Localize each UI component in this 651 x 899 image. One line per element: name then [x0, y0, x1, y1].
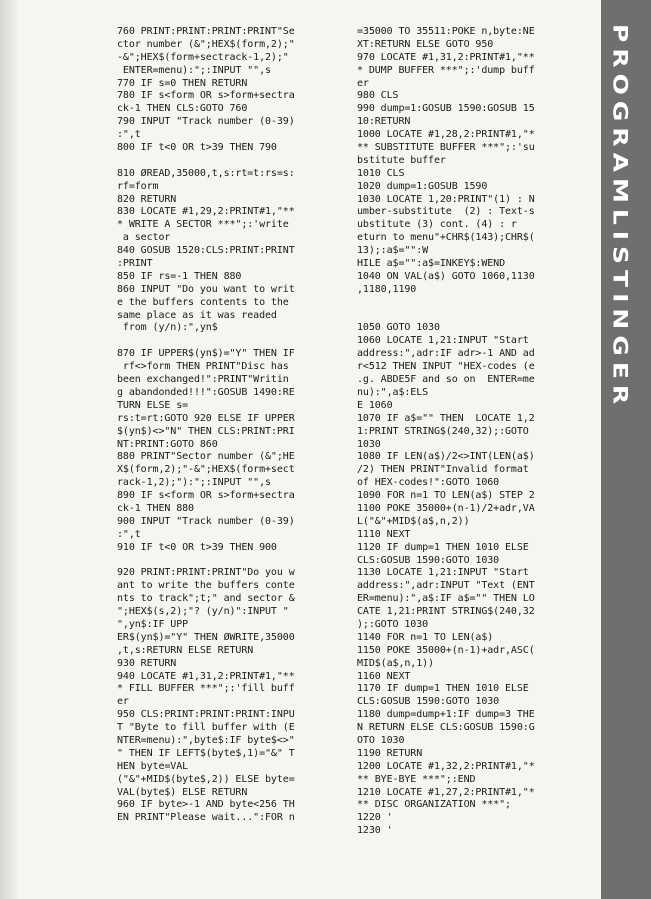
code-line: HILE a$="":a$=INKEY$:WEND	[357, 258, 506, 270]
code-line: ctor number (&";HEX$(form,2);"	[117, 38, 295, 50]
code-line: $(yn$)<>"N" THEN CLS:PRINT:PRI	[117, 425, 295, 437]
code-line: E 1060	[357, 399, 393, 411]
code-line: NT:PRINT:GOTO 860	[117, 438, 218, 450]
code-line	[117, 155, 354, 168]
code-line: ant to write the buffers conte	[117, 580, 295, 592]
code-line	[357, 297, 592, 310]
code-line: e the buffers contents to the	[117, 296, 289, 308]
code-line: VAL(byte$) ELSE RETURN	[117, 786, 248, 798]
code-line: * WRITE A SECTOR ***";:'write	[117, 219, 289, 231]
code-line: CLS:GOSUB 1590:GOTO 1030	[357, 696, 500, 708]
code-line: 1170 IF dump=1 THEN 1010 ELSE	[357, 683, 529, 695]
code-line: * DUMP BUFFER ***";:'dump buff	[357, 64, 535, 76]
code-line: er	[357, 77, 369, 89]
code-line: 1160 NEXT	[357, 670, 411, 682]
code-line: ",yn$:IF UPP	[117, 618, 189, 630]
code-line: been exchanged!":PRINT"Writin	[117, 374, 289, 386]
code-line: ck-1 THEN 880	[117, 502, 194, 514]
code-line: ER$(yn$)="Y" THEN ØWRITE,35000	[117, 631, 295, 643]
code-line: ** DISC ORGANIZATION ***";	[357, 799, 511, 811]
code-line: 990 dump=1:GOSUB 1590:GOSUB 15	[357, 103, 535, 115]
code-line: umber-substitute (2) : Text-s	[357, 206, 535, 218]
code-line: 1010 CLS	[357, 167, 405, 179]
code-line: :",t	[117, 129, 141, 141]
code-line: from (y/n):",yn$	[117, 322, 218, 334]
code-line: 920 PRINT:PRINT:PRINT"Do you w	[117, 567, 295, 579]
code-line: CLS:GOSUB 1590:GOTO 1030	[357, 554, 500, 566]
code-line: ,1180,1190	[357, 283, 417, 295]
code-line: same place as it was readed	[117, 309, 277, 321]
code-line: a sector	[117, 232, 171, 244]
code-line: ,t,s:RETURN ELSE RETURN	[117, 644, 254, 656]
code-column-right	[357, 26, 592, 838]
code-line: " THEN IF LEFT$(byte$,1)="&" T	[117, 747, 295, 759]
code-line: 830 LOCATE #1,29,2:PRINT#1,"**	[117, 206, 295, 218]
code-line: ENTER=menu):";:INPUT "",s	[117, 64, 271, 76]
code-column-left	[117, 26, 354, 825]
code-line: address:",adr:IF adr>-1 AND ad	[357, 348, 535, 360]
code-line: /2) THEN PRINT"Invalid format	[357, 464, 529, 476]
code-line: * FILL BUFFER ***";:'fill buff	[117, 683, 295, 695]
code-line: g abandonded!!!":GOSUB 1490:RE	[117, 386, 295, 398]
code-line: nu):",a$:ELS	[357, 386, 429, 398]
code-line: 930 RETURN	[117, 657, 177, 669]
code-line: 820 RETURN	[117, 193, 177, 205]
code-line: :",t	[117, 528, 141, 540]
code-line: 950 CLS:PRINT:PRINT:PRINT:INPU	[117, 709, 295, 721]
code-line: ** BYE-BYE ***";:END	[357, 773, 476, 785]
code-line: 1180 dump=dump+1:IF dump=3 THE	[357, 709, 535, 721]
code-line: 900 INPUT "Track number (0-39)	[117, 515, 295, 527]
code-line: ER=menu):",a$:IF a$="" THEN LO	[357, 593, 535, 605]
code-line: rs:t=rt:GOTO 920 ELSE IF UPPER	[117, 412, 295, 424]
code-line: T "Byte to fill buffer with (E	[117, 722, 295, 734]
code-line: rack-1,2);"):";:INPUT "",s	[117, 477, 271, 489]
sidebar-title: PROGRAMLISTINGER	[609, 24, 632, 411]
code-line: r<512 THEN INPUT "HEX-codes (e	[357, 361, 535, 373]
code-line: ";HEX$(s,2);"? (y/n)":INPUT "	[117, 606, 289, 618]
code-line: bstitute buffer	[357, 154, 446, 166]
code-line: 1030	[357, 438, 381, 450]
code-line: 1230 '	[357, 825, 393, 837]
code-line: er	[117, 696, 129, 708]
code-line: 1:PRINT STRING$(240,32);:GOTO	[357, 425, 529, 437]
code-line: 1040 ON VAL(a$) GOTO 1060,1130	[357, 270, 535, 282]
code-line: nts to track";t;" and sector &	[117, 593, 295, 605]
code-line: MID$(a$,n,1))	[357, 657, 434, 669]
code-line: 890 IF s<form OR s>form+sectra	[117, 490, 295, 502]
code-line: 10:RETURN	[357, 116, 411, 128]
code-line	[117, 335, 354, 348]
code-line: of HEX-codes!":GOTO 1060	[357, 477, 500, 489]
code-line: 1110 NEXT	[357, 528, 411, 540]
code-line: CATE 1,21:PRINT STRING$(240,32	[357, 606, 535, 618]
binding-shadow	[0, 0, 20, 899]
code-line: 940 LOCATE #1,31,2:PRINT#1,"**	[117, 670, 295, 682]
code-line: ** SUBSTITUTE BUFFER ***";:'su	[357, 142, 535, 154]
code-line: 880 PRINT"Sector number (&";HE	[117, 451, 295, 463]
code-line: 870 IF UPPER$(yn$)="Y" THEN IF	[117, 348, 295, 360]
code-line: 790 INPUT "Track number (0-39)	[117, 116, 295, 128]
code-line: EN PRINT"Please wait...":FOR n	[117, 812, 295, 824]
code-line: ubstitute (3) cont. (4) : r	[357, 219, 517, 231]
code-line: 860 INPUT "Do you want to writ	[117, 283, 295, 295]
code-line: 1030 LOCATE 1,20:PRINT"(1) : N	[357, 193, 535, 205]
code-line: rf=form	[117, 180, 159, 192]
code-line: 800 IF t<0 OR t>39 THEN 790	[117, 142, 277, 154]
code-line: NTER=menu):",byte$:IF byte$<>"	[117, 734, 295, 746]
code-line: 1190 RETURN	[357, 747, 423, 759]
code-line: 850 IF rs=-1 THEN 880	[117, 270, 242, 282]
code-line: 1210 LOCATE #1,27,2:PRINT#1,"*	[357, 786, 535, 798]
code-line: HEN byte=VAL	[117, 760, 189, 772]
code-line: 1050 GOTO 1030	[357, 322, 440, 334]
code-line	[357, 310, 592, 323]
code-line: 1070 IF a$="" THEN LOCATE 1,2	[357, 412, 535, 424]
code-line: rf<>form THEN PRINT"Disc has	[117, 361, 289, 373]
code-line: 1220 '	[357, 812, 393, 824]
code-line: 910 IF t<0 OR t>39 THEN 900	[117, 541, 277, 553]
code-line: 960 IF byte>-1 AND byte<256 TH	[117, 799, 295, 811]
code-line	[117, 555, 354, 568]
code-line: :PRINT	[117, 258, 153, 270]
code-line: .g. ABDE5F and so on ENTER=me	[357, 374, 535, 386]
code-line: 1060 LOCATE 1,21:INPUT "Start	[357, 335, 529, 347]
code-line: );:GOTO 1030	[357, 618, 429, 630]
code-line: TURN ELSE s=	[117, 399, 189, 411]
code-line: 780 IF s<form OR s>form+sectra	[117, 90, 295, 102]
code-line: 1200 LOCATE #1,32,2:PRINT#1,"*	[357, 760, 535, 772]
code-line: 1130 LOCATE 1,21:INPUT "Start	[357, 567, 529, 579]
code-line: =35000 TO 35511:POKE n,byte:NE	[357, 26, 535, 37]
code-line: 980 CLS	[357, 90, 399, 102]
code-line: 1090 FOR n=1 TO LEN(a$) STEP 2	[357, 490, 535, 502]
code-line: 1000 LOCATE #1,28,2:PRINT#1,"*	[357, 129, 535, 141]
code-line: 1100 POKE 35000+(n-1)/2+adr,VA	[357, 502, 535, 514]
code-line: 840 GOSUB 1520:CLS:PRINT:PRINT	[117, 245, 295, 257]
code-line: 1140 FOR n=1 TO LEN(a$)	[357, 631, 494, 643]
code-line: 1150 POKE 35000+(n-1)+adr,ASC(	[357, 644, 535, 656]
code-line: 970 LOCATE #1,31,2:PRINT#1,"**	[357, 51, 535, 63]
code-line: 13);:a$="":W	[357, 245, 429, 257]
code-line: 770 IF s=0 THEN RETURN	[117, 77, 248, 89]
code-line: N RETURN ELSE CLS:GOSUB 1590:G	[357, 722, 535, 734]
code-line: ck-1 THEN CLS:GOTO 760	[117, 103, 248, 115]
code-line: L("&"+MID$(a$,n,2))	[357, 515, 470, 527]
code-line: 810 ØREAD,35000,t,s:rt=t:rs=s:	[117, 167, 295, 179]
code-line: X$(form,2);"-&";HEX$(form+sect	[117, 464, 295, 476]
code-line: eturn to menu"+CHR$(143);CHR$(	[357, 232, 535, 244]
code-line: ("&"+MID$(byte$,2)) ELSE byte=	[117, 773, 295, 785]
code-line: XT:RETURN ELSE GOTO 950	[357, 38, 494, 50]
section-sidebar	[601, 0, 651, 899]
code-line: -&";HEX$(form+sectrack-1,2);"	[117, 51, 289, 63]
code-line: 1020 dump=1:GOSUB 1590	[357, 180, 488, 192]
code-line: address:",adr:INPUT "Text (ENT	[357, 580, 535, 592]
code-line: 760 PRINT:PRINT:PRINT:PRINT"Se	[117, 26, 295, 37]
code-line: 1080 IF LEN(a$)/2<>INT(LEN(a$)	[357, 451, 535, 463]
code-line: OTO 1030	[357, 734, 405, 746]
code-line: 1120 IF dump=1 THEN 1010 ELSE	[357, 541, 529, 553]
